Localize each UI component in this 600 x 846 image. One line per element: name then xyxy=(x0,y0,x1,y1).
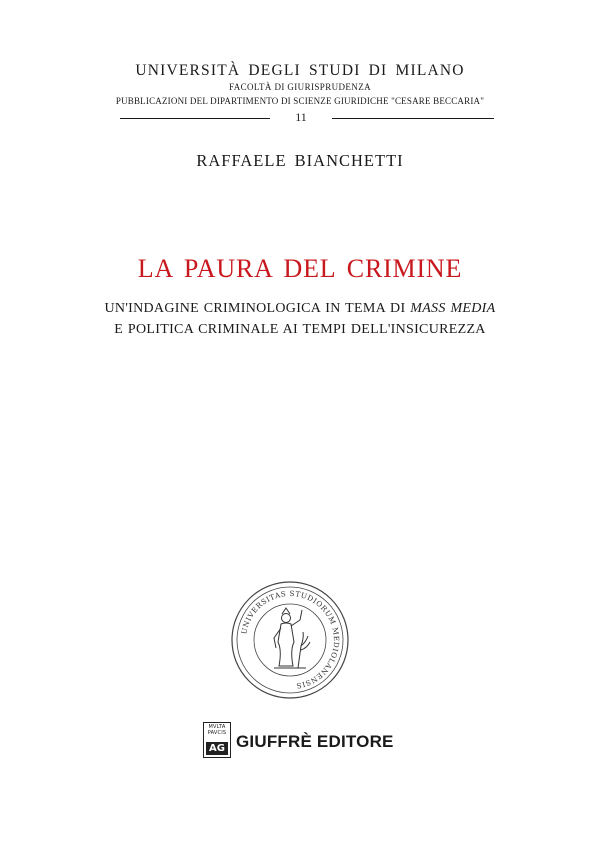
subtitle-line-1-text: UN'INDAGINE CRIMINOLOGICA IN TEMA DI xyxy=(104,301,411,316)
subtitle-italic: MASS MEDIA xyxy=(410,301,496,316)
book-title: LA PAURA DEL CRIMINE xyxy=(137,254,463,283)
seal-inscription: UNIVERSITAS STUDIORUM MEDIOLANENSIS xyxy=(239,588,342,691)
faculty-name: FACOLTÀ DI GIURISPRUDENZA xyxy=(228,82,371,92)
university-seal-icon xyxy=(230,580,350,700)
publisher-name: GIUFFRÈ EDITORE xyxy=(236,732,394,751)
rule-right xyxy=(332,118,494,119)
emblem-mark: AG xyxy=(206,742,228,755)
subtitle-line-1 xyxy=(0,301,600,317)
volume-number: 11 xyxy=(295,110,307,124)
university-name: UNIVERSITÀ DEGLI STUDI DI MILANO xyxy=(135,62,465,79)
publisher-emblem-icon xyxy=(203,722,231,758)
volume-rule xyxy=(120,110,494,126)
rule-left xyxy=(120,118,270,119)
subtitle-line-2: E POLITICA CRIMINALE AI TEMPI DELL'INSICUREZZA xyxy=(114,322,486,337)
series-name: PUBBLICAZIONI DEL DIPARTIMENTO DI SCIENZE GIURIDICHE "CESARE BECCARIA" xyxy=(115,96,485,106)
emblem-motto: MVLTA PAVCIS xyxy=(207,724,227,736)
publisher-logo xyxy=(203,722,403,764)
author-name: RAFFAELE BIANCHETTI xyxy=(196,151,404,170)
